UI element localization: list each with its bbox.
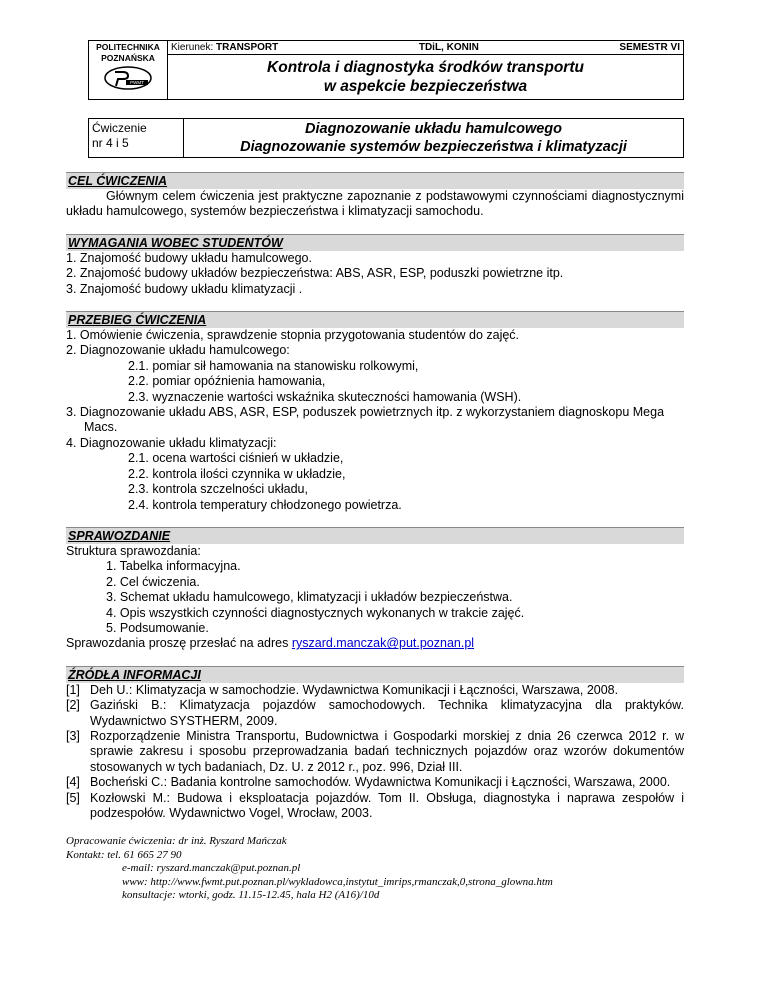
course-item: 4. Diagnozowanie układu klimatyzacji: — [66, 435, 277, 450]
course-subitem: 2.3. kontrola szczelności układu, — [128, 482, 308, 497]
course-item: 1. Omówienie ćwiczenia, sprawdzenie stopnia przygotowania studentów do zajęć. — [66, 328, 520, 343]
course-subitem: 2.3. wyznaczenie wartości wskaźnika skuteczności hamowania (WSH). — [128, 389, 522, 404]
course-subitem: 2.2. pomiar opóźnienia hamowania, — [128, 374, 326, 389]
course-item: 2. Diagnozowanie układu hamulcowego: — [66, 343, 290, 358]
reference-item: [2] Gaziński B.: Klimatyzacja pojazdów samochodowych. Technika klimatyzacyjna dla praktyków. Wydawnictwo SYSTHERM, 2009. — [66, 698, 684, 728]
course-subitem: 2.1. ocena wartości ciśnień w układzie, — [128, 451, 344, 466]
university-name-line1: POLITECHNIKA — [96, 42, 160, 52]
header-main-cell — [168, 41, 683, 99]
report-send-line: Sprawozdania proszę przesłać na adres ryszard.manczak@put.poznan.pl — [66, 636, 475, 651]
exercise-number: nr 4 i 5 — [92, 136, 129, 150]
footer-phone: Kontakt: tel. 61 665 27 90 — [66, 848, 182, 861]
requirement-item: 2. Znajomość budowy układów bezpieczeństwa: ABS, ASR, ESP, poduszki powietrzne itp. — [66, 266, 564, 281]
section-sources — [66, 666, 684, 822]
report-item: 2. Cel ćwiczenia. — [106, 574, 200, 589]
section-heading-report: SPRAWOZDANIE — [66, 527, 684, 544]
section-heading-requirements: WYMAGANIA WOBEC STUDENTÓW — [66, 234, 684, 251]
reference-item: [5] Kozłowski M.: Budowa i eksploatacja pojazdów. Tom II. Obsługa, diagnostyka i naprawa zespołów i podzespołów. Wydawnictwo Vogel, Wrocław, 2003. — [66, 790, 684, 820]
course-item: 3. Diagnozowanie układu ABS, ASR, ESP, poduszek powietrznych itp. z wykorzystaniem diagnoskopu Mega Macs. — [66, 405, 665, 435]
section-heading-course: PRZEBIEG ĆWICZENIA — [66, 311, 684, 328]
header-top-row — [168, 41, 683, 55]
reference-item: [1] Deh U.: Klimatyzacja w samochodzie. Wydawnictwa Komunikacji i Łączności, Warszawa, 2008. — [66, 682, 619, 697]
requirement-item: 1. Znajomość budowy układu hamulcowego. — [66, 250, 312, 265]
semester-label: SEMESTR VI — [619, 42, 680, 53]
exercise-title-line1: Diagnozowanie układu hamulcowego — [305, 121, 562, 137]
course-subitem: 2.1. pomiar sił hamowania na stanowisku rolkowymi, — [128, 358, 419, 373]
report-item: 5. Podsumowanie. — [106, 620, 209, 635]
report-item: 4. Opis wszystkich czynności diagnostycznych wykonanych w trakcie zajęć. — [106, 605, 525, 620]
section-course — [66, 311, 684, 513]
course-subitem: 2.4. kontrola temperatury chłodzonego powietrza. — [128, 497, 402, 512]
report-intro: Struktura sprawozdania: — [66, 543, 201, 558]
course-title-line1: Kontrola i diagnostyka środków transportu — [267, 59, 584, 76]
report-item: 3. Schemat układu hamulcowego, klimatyzacji i układów bezpieczeństwa. — [106, 590, 513, 605]
goal-text: Głównym celem ćwiczenia jest praktyczne zapoznanie z podstawowymi czynnościami diagnostycznymi układu hamulcowego, systemów bezpieczeństwa i klimatyzacji samochodu. — [66, 189, 684, 219]
document-page — [66, 40, 684, 903]
section-heading-goal: CEL ĆWICZENIA — [66, 172, 684, 189]
university-logo-icon — [103, 65, 153, 91]
course-subitem: 2.2. kontrola ilości czynnika w układzie, — [128, 466, 346, 481]
section-heading-sources: ŹRÓDŁA INFORMACJI — [66, 666, 684, 683]
field-of-study: Kierunek: TRANSPORT — [171, 42, 279, 53]
exercise-title-cell — [184, 119, 683, 157]
email-link[interactable]: ryszard.manczak@put.poznan.pl — [291, 636, 475, 651]
report-item: 1. Tabelka informacyjna. — [106, 559, 241, 574]
exercise-table — [88, 118, 684, 158]
section-requirements — [66, 234, 684, 297]
course-title — [168, 55, 683, 99]
section-goal — [66, 172, 684, 220]
svg-text:PWMT: PWMT — [130, 80, 144, 86]
faculty-code: TDiL, KONIN — [418, 42, 479, 53]
footer-www: www: http://www.fwmt.put.poznan.pl/wykladowca,instytut_imrips,rmanczak,0,strona_glowna.htm — [122, 875, 553, 888]
footer-consultations: konsultacje: wtorki, godz. 11.15-12.45, hala H2 (A16)/10d — [122, 889, 380, 902]
header-table — [88, 40, 684, 100]
reference-item: [3] Rozporządzenie Ministra Transportu, Budownictwa i Gospodarki morskiej z dnia 26 czerwca 2012 r. w sprawie zakresu i sposobu przeprowadzania badań technicznych pojazdów oraz wzorów dokumentów stosowanych w tych badaniach, Dz. U. z 2012 r., poz. 996, Dział III. — [66, 728, 684, 774]
requirement-item: 3. Znajomość budowy układu klimatyzacji . — [66, 281, 303, 296]
footer-contact — [66, 835, 684, 903]
course-title-line2: w aspekcie bezpieczeństwa — [323, 78, 528, 95]
university-logo-cell — [89, 41, 168, 99]
section-report — [66, 527, 684, 652]
reference-item: [4] Bocheński C.: Badania kontrolne samochodów. Wydawnictwa Komunikacji i Łączności, Warszawa, 2000. — [66, 775, 671, 790]
university-name-line2: POZNAŃSKA — [101, 53, 155, 63]
exercise-label: Ćwiczenie — [92, 121, 147, 135]
footer-email: e-mail: ryszard.manczak@put.poznan.pl — [122, 862, 301, 875]
footer-author: Opracowanie ćwiczenia: dr inż. Ryszard Mańczak — [66, 835, 287, 848]
exercise-number-cell — [89, 119, 184, 157]
exercise-title-line2: Diagnozowanie systemów bezpieczeństwa i klimatyzacji — [240, 139, 627, 155]
